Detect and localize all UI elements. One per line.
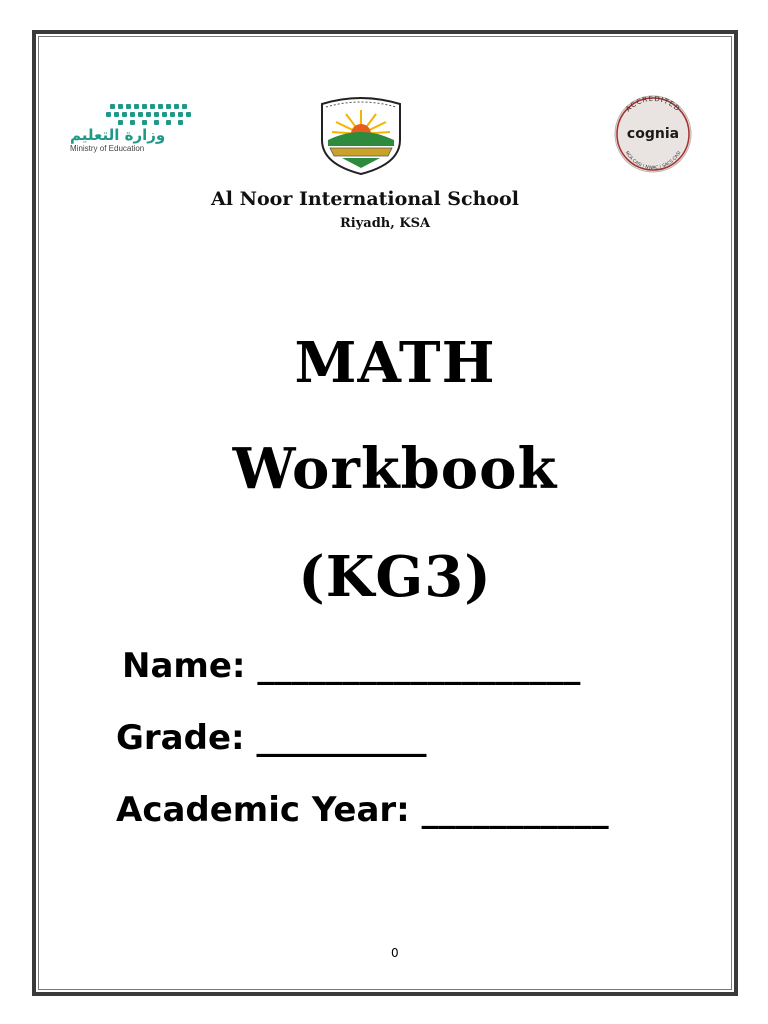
school-location: Riyadh, KSA bbox=[340, 216, 431, 231]
school-crest bbox=[312, 94, 410, 176]
cognia-seal bbox=[606, 94, 700, 174]
school-name: Al Noor International School bbox=[211, 188, 519, 210]
school-crest-icon bbox=[312, 94, 410, 176]
title-workbook: Workbook bbox=[232, 436, 558, 502]
cognia-wordmark: cognia bbox=[626, 126, 680, 142]
cognia-ring-bottom-text: NCA CASI | NWAC | SACS CASI bbox=[623, 150, 683, 172]
ministry-of-education-logo bbox=[66, 100, 196, 160]
academic-year-field[interactable]: Academic Year: ___________ bbox=[116, 790, 609, 830]
title-grade-level: (KG3) bbox=[298, 544, 492, 610]
page-number: 0 bbox=[391, 946, 399, 960]
moe-arabic-label: وزارة التعليم bbox=[70, 126, 166, 144]
name-field[interactable]: Name: ___________________ bbox=[122, 646, 581, 686]
moe-english-label: Ministry of Education bbox=[70, 144, 145, 153]
title-math: MATH bbox=[294, 330, 496, 396]
cognia-ring-top-text: ACCREDITED bbox=[624, 94, 682, 114]
cognia-seal-icon bbox=[606, 94, 700, 174]
grade-field[interactable]: Grade: __________ bbox=[116, 718, 427, 758]
